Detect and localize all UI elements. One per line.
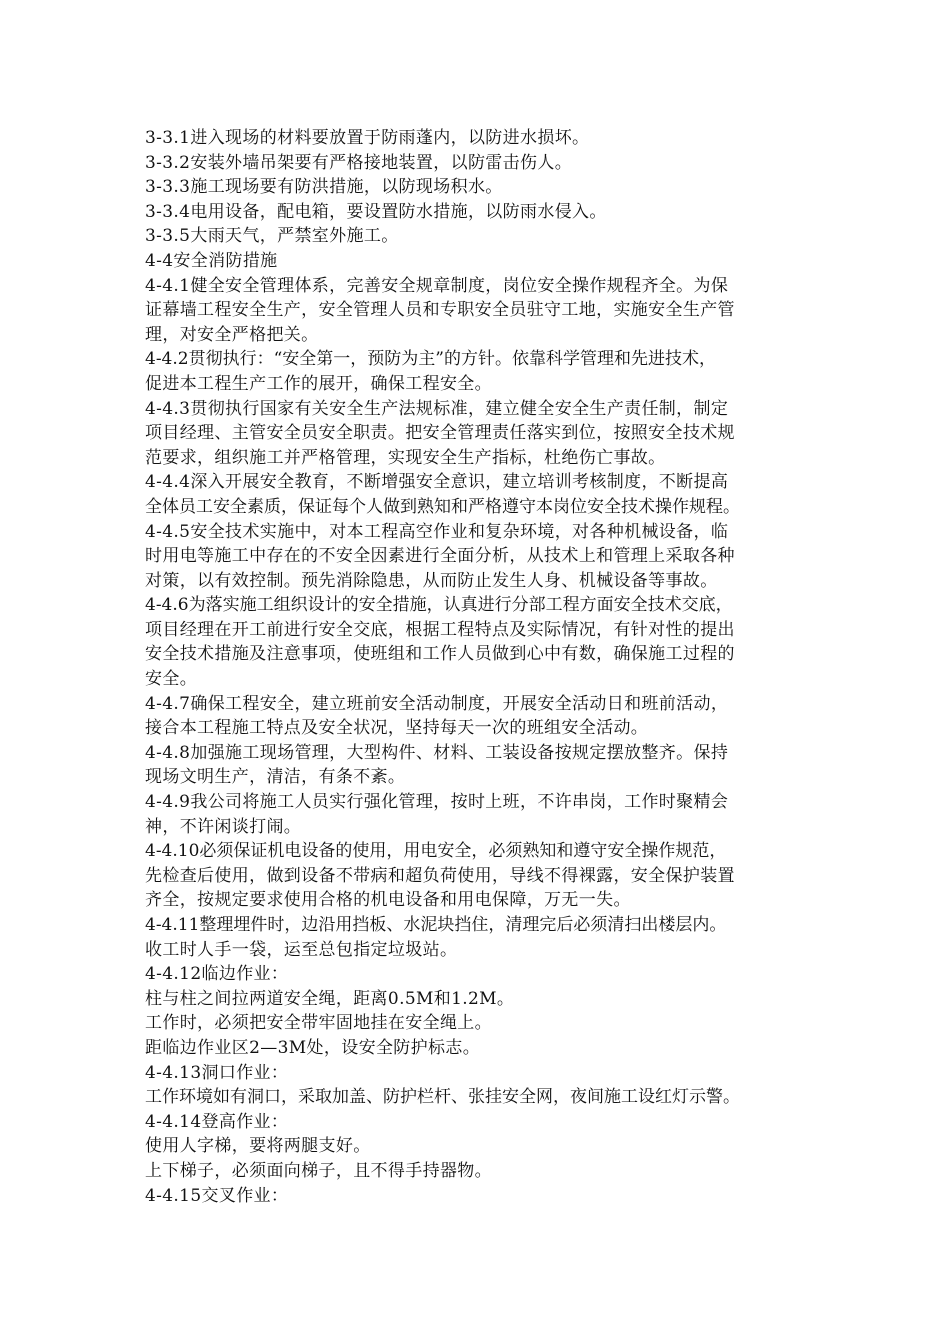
text-line: 4-4.9我公司将施工人员实行强化管理，按时上班，不许串岗，工作时聚精会 — [145, 792, 729, 813]
text-line: 4-4.8加强施工现场管理，大型构件、材料、工装设备按规定摆放整齐。保持 — [145, 742, 729, 763]
document-body — [145, 126, 817, 1208]
text-line: 接合本工程施工特点及安全状况，坚持每天一次的班组安全活动。 — [145, 718, 649, 739]
text-line: 3-3.1进入现场的材料要放置于防雨蓬内，以防进水损坏。 — [145, 128, 590, 148]
text-line: 先检查后使用，做到设备不带病和超负荷使用，导线不得裸露，安全保护装置 — [145, 865, 735, 886]
text-line: 3-3.5大雨天气，严禁室外施工。 — [145, 226, 399, 247]
text-line: 时用电等施工中存在的不安全因素进行全面分析，从技术上和管理上采取各种 — [145, 546, 735, 567]
text-line: 安全技术措施及注意事项，使班组和工作人员做到心中有数，确保施工过程的 — [145, 644, 735, 665]
text-line: 安全。 — [145, 669, 198, 690]
text-line: 距临边作业区2—3M处，设安全防护标志。 — [145, 1037, 481, 1058]
text-line: 项目经理、主管安全员安全职责。把安全管理责任落实到位，按照安全技术规 — [145, 423, 735, 444]
text-line: 神，不许闲谈打闹。 — [145, 816, 302, 837]
text-line: 工作环境如有洞口，采取加盖、防护栏杆、张挂安全网，夜间施工设红灯示警。 — [145, 1087, 740, 1108]
text-line: 4-4.12临边作业： — [145, 964, 289, 985]
text-line: 4-4.10必须保证机电设备的使用，用电安全，必须熟知和遵守安全操作规范， — [145, 841, 727, 862]
text-line: 3-3.2安装外墙吊架要有严格接地装置，以防雷击伤人。 — [145, 152, 573, 173]
text-line: 4-4.1健全安全管理体系，完善安全规章制度，岗位安全操作规程齐全。为保 — [145, 275, 729, 296]
text-line: 4-4.4深入开展安全教育，不断增强安全意识，建立培训考核制度，不断提高 — [145, 472, 729, 493]
text-line: 使用人字梯，要将两腿支好。 — [145, 1136, 371, 1157]
text-line: 4-4.5安全技术实施中，对本工程高空作业和复杂环境，对各种机械设备，临 — [145, 521, 729, 542]
text-line: 工作时，必须把安全带牢固地挂在安全绳上。 — [145, 1013, 492, 1034]
text-line: 收工时人手一袋，运至总包指定垃圾站。 — [145, 939, 458, 960]
text-line: 4-4.14登高作业： — [145, 1111, 289, 1132]
text-line: 4-4.13洞口作业： — [145, 1062, 289, 1083]
text-line: 全体员工安全素质，保证每个人做到熟知和严格遵守本岗位安全技术操作规程。 — [145, 496, 740, 517]
text-line: 4-4.2贯彻执行：“安全第一，预防为主”的方针。依靠科学管理和先进技术， — [145, 349, 716, 370]
text-line: 齐全，按规定要求使用合格的机电设备和用电保障，万无一失。 — [145, 890, 631, 911]
text-line: 范要求，组织施工并严格管理，实现安全生产指标，杜绝伤亡事故。 — [145, 447, 666, 468]
text-line: 现场文明生产，清洁，有条不紊。 — [145, 767, 406, 788]
text-line: 4-4.6为落实施工组织设计的安全措施，认真进行分部工程方面安全技术交底， — [145, 595, 733, 616]
text-line: 4-4.15交叉作业： — [145, 1185, 289, 1206]
section-heading: 4-4安全消防措施 — [145, 250, 278, 271]
text-line: 项目经理在开工前进行安全交底，根据工程特点及实际情况，有针对性的提出 — [145, 619, 735, 640]
text-line: 证幕墙工程安全生产，安全管理人员和专职安全员驻守工地，实施安全生产管 — [145, 300, 735, 321]
text-line: 3-3.3施工现场要有防洪措施，以防现场积水。 — [145, 177, 503, 198]
text-line: 4-4.11整理埋件时，边沿用挡板、水泥块挡住，清理完后必须清扫出楼层内。 — [145, 915, 727, 935]
text-line: 上下梯子，必须面向梯子，且不得手持器物。 — [145, 1160, 492, 1181]
text-line: 4-4.7确保工程安全，建立班前安全活动制度，开展安全活动日和班前活动， — [145, 693, 729, 714]
text-line: 柱与柱之间拉两道安全绳，距离0.5M和1.2M。 — [145, 988, 515, 1009]
text-line: 3-3.4电用设备，配电箱，要设置防水措施，以防雨水侵入。 — [145, 201, 607, 222]
text-line: 理，对安全严格把关。 — [145, 324, 319, 345]
text-line: 4-4.3贯彻执行国家有关安全生产法规标准，建立健全安全生产责任制，制定 — [145, 398, 729, 419]
text-line: 促进本工程生产工作的展开，确保工程安全。 — [145, 373, 492, 394]
text-line: 对策，以有效控制。预先消除隐患，从而防止发生人身、机械设备等事故。 — [145, 570, 718, 591]
